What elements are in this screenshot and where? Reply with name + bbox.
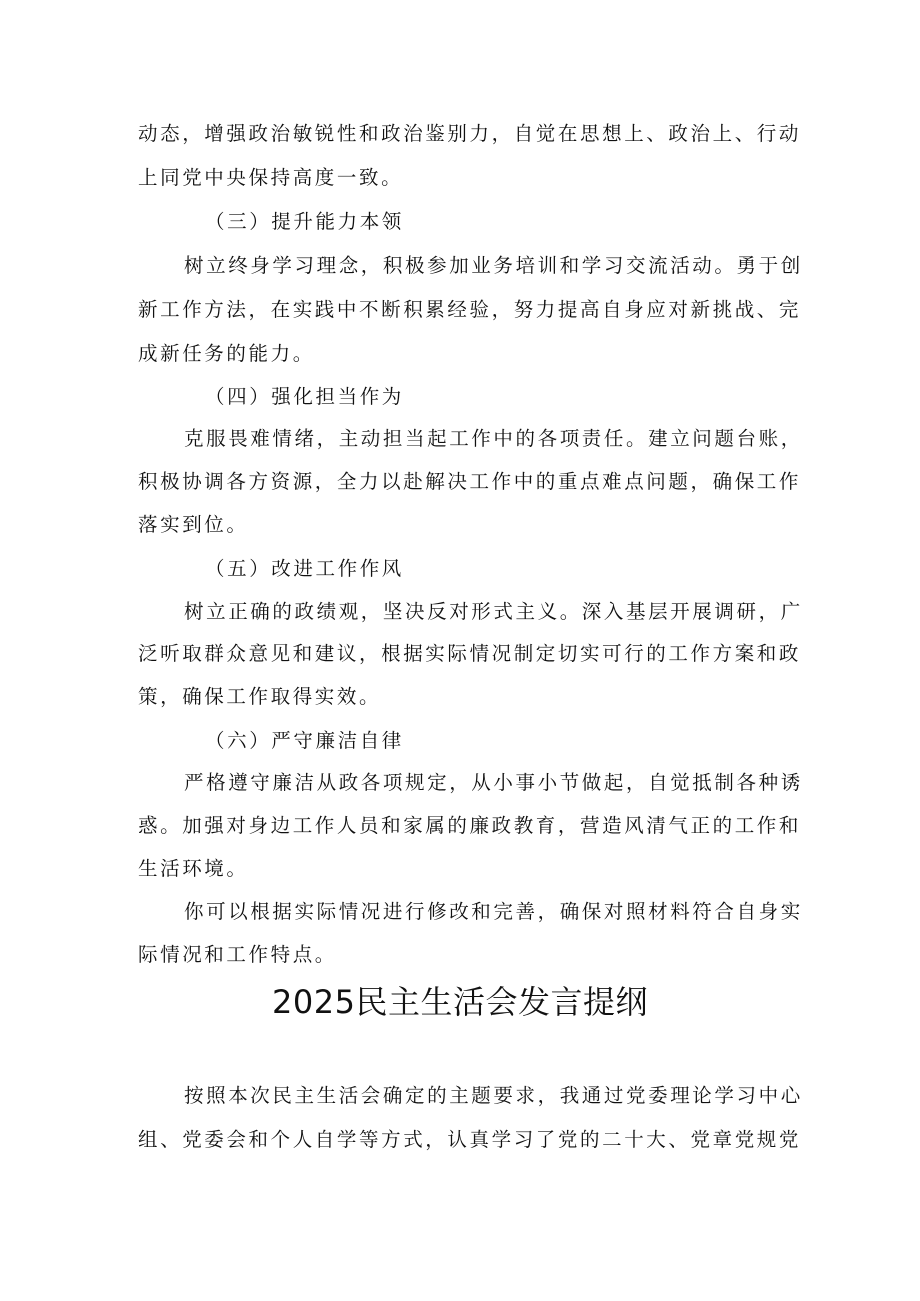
paragraph-5-line-2: 泛听取群众意见和建议，根据实际情况制定切实可行的工作方案和政 <box>138 642 802 665</box>
intro-line-2: 组、党委会和个人自学等方式，认真学习了党的二十大、党章党规党 <box>138 1128 802 1151</box>
closing-line-2: 际情况和工作特点。 <box>138 943 337 966</box>
paragraph-4-line-1: 克服畏难情绪，主动担当起工作中的各项责任。建立问题台账， <box>184 427 803 450</box>
paragraph-3-line-3: 成新任务的能力。 <box>138 342 315 365</box>
heading-3: （三）提升能力本领 <box>205 210 404 233</box>
paragraph-6-line-2: 惑。加强对身边工作人员和家属的廉政教育，营造风清气正的工作和 <box>138 814 802 837</box>
paragraph-5-line-3: 策，确保工作取得实效。 <box>138 685 382 708</box>
paragraph-5-line-1: 树立正确的政绩观，坚决反对形式主义。深入基层开展调研，广 <box>184 600 803 623</box>
section-title: 2025民主生活会发言提纲 <box>272 983 648 1021</box>
paragraph-4-line-2: 积极协调各方资源，全力以赴解决工作中的重点难点问题，确保工作 <box>138 470 802 493</box>
paragraph-6-line-1: 严格遵守廉洁从政各项规定，从小事小节做起，自觉抵制各种诱 <box>184 771 803 794</box>
paragraph-4-line-3: 落实到位。 <box>138 513 249 536</box>
heading-4: （四）强化担当作为 <box>205 385 404 408</box>
paragraph-1-line-2: 上同党中央保持高度一致。 <box>138 166 404 189</box>
paragraph-6-line-3: 生活环境。 <box>138 857 249 880</box>
paragraph-1-line-1: 动态，增强政治敏锐性和政治鉴别力，自觉在思想上、政治上、行动 <box>138 122 802 145</box>
closing-line-1: 你可以根据实际情况进行修改和完善，确保对照材料符合自身实 <box>184 900 803 923</box>
paragraph-3-line-1: 树立终身学习理念，积极参加业务培训和学习交流活动。勇于创 <box>184 254 803 277</box>
heading-6: （六）严守廉洁自律 <box>205 729 404 752</box>
heading-5: （五）改进工作作风 <box>205 557 404 580</box>
intro-line-1: 按照本次民主生活会确定的主题要求，我通过党委理论学习中心 <box>184 1084 803 1107</box>
paragraph-3-line-2: 新工作方法，在实践中不断积累经验，努力提高自身应对新挑战、完 <box>138 298 802 321</box>
